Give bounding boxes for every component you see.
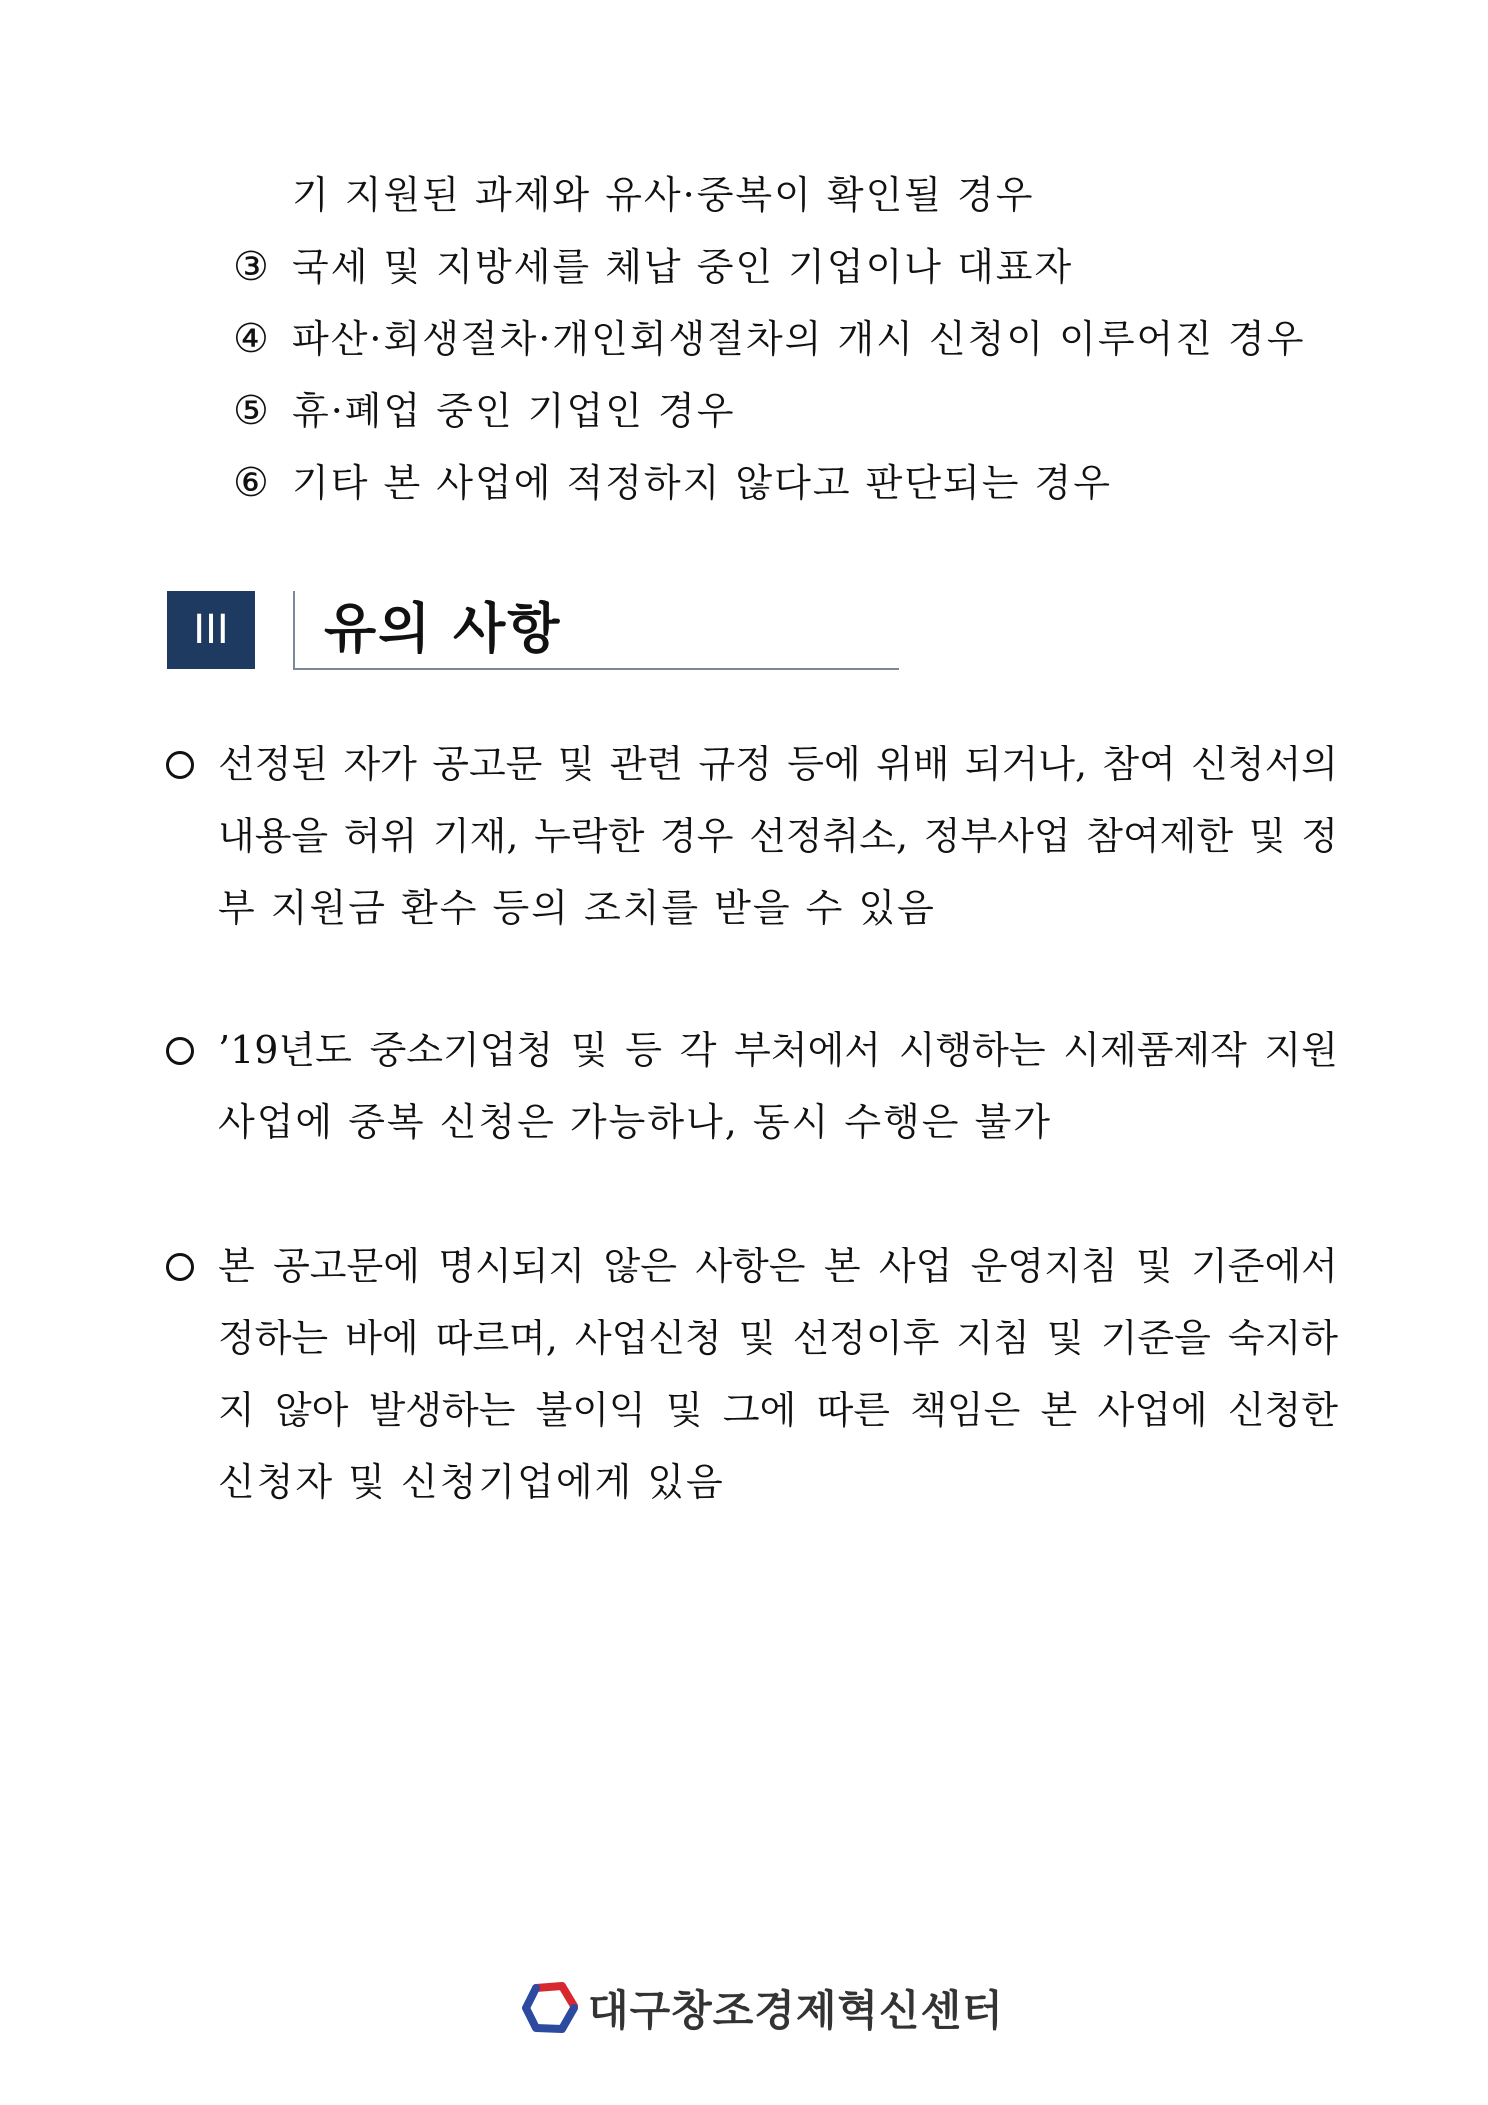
notice-line: 사업에 중복 신청은 가능하나, 동시 수행은 불가 bbox=[218, 1100, 1053, 1144]
circle-bullet-icon bbox=[166, 1253, 194, 1281]
list-item-number: ⑥ bbox=[233, 460, 269, 506]
list-item-number: ③ bbox=[233, 244, 269, 290]
list-item-text: 휴·폐업 중인 기업인 경우 bbox=[292, 389, 736, 433]
notice-line: 정하는 바에 따르며, 사업신청 및 선정이후 지침 및 기준을 숙지하 bbox=[218, 1319, 1338, 1357]
section-number: III bbox=[193, 607, 229, 653]
notice-line: ’19년도 중소기업청 및 등 각 부처에서 시행하는 시제품제작 지원 bbox=[218, 1031, 1338, 1069]
hexagon-ring-icon bbox=[522, 1981, 578, 2035]
list-item-text: 파산·회생절차·개인회생절차의 개시 신청이 이루어진 경우 bbox=[292, 317, 1306, 361]
notice-line: 선정된 자가 공고문 및 관련 규정 등에 위배 되거나, 참여 신청서의 bbox=[218, 745, 1338, 783]
footer-logo bbox=[522, 1978, 1004, 2038]
section-title: 유의 사항 bbox=[324, 597, 562, 660]
list-item-number: ⑤ bbox=[233, 388, 269, 434]
notice-line: 신청자 및 신청기업에게 있음 bbox=[218, 1460, 725, 1504]
section-number-badge bbox=[167, 591, 255, 669]
list-continuation: 기 지원된 과제와 유사·중복이 확인될 경우 bbox=[292, 173, 1035, 217]
section-divider-vertical bbox=[293, 591, 295, 669]
notice-line: 지 않아 발생하는 불이익 및 그에 따른 책임은 본 사업에 신청한 bbox=[218, 1391, 1338, 1429]
section-underline bbox=[293, 668, 899, 670]
list-item-number: ④ bbox=[233, 316, 269, 362]
list-item-text: 기타 본 사업에 적정하지 않다고 판단되는 경우 bbox=[292, 461, 1112, 505]
list-item-text: 국세 및 지방세를 체납 중인 기업이나 대표자 bbox=[292, 245, 1074, 289]
footer-org-name: 대구창조경제혁신센터 bbox=[588, 1986, 1004, 2035]
notice-line: 본 공고문에 명시되지 않은 사항은 본 사업 운영지침 및 기준에서 bbox=[218, 1247, 1338, 1285]
notice-line: 내용을 허위 기재, 누락한 경우 선정취소, 정부사업 참여제한 및 정 bbox=[218, 817, 1338, 855]
circle-bullet-icon bbox=[166, 1037, 194, 1065]
circle-bullet-icon bbox=[166, 751, 194, 779]
notice-line: 부 지원금 환수 등의 조치를 받을 수 있음 bbox=[218, 886, 936, 930]
